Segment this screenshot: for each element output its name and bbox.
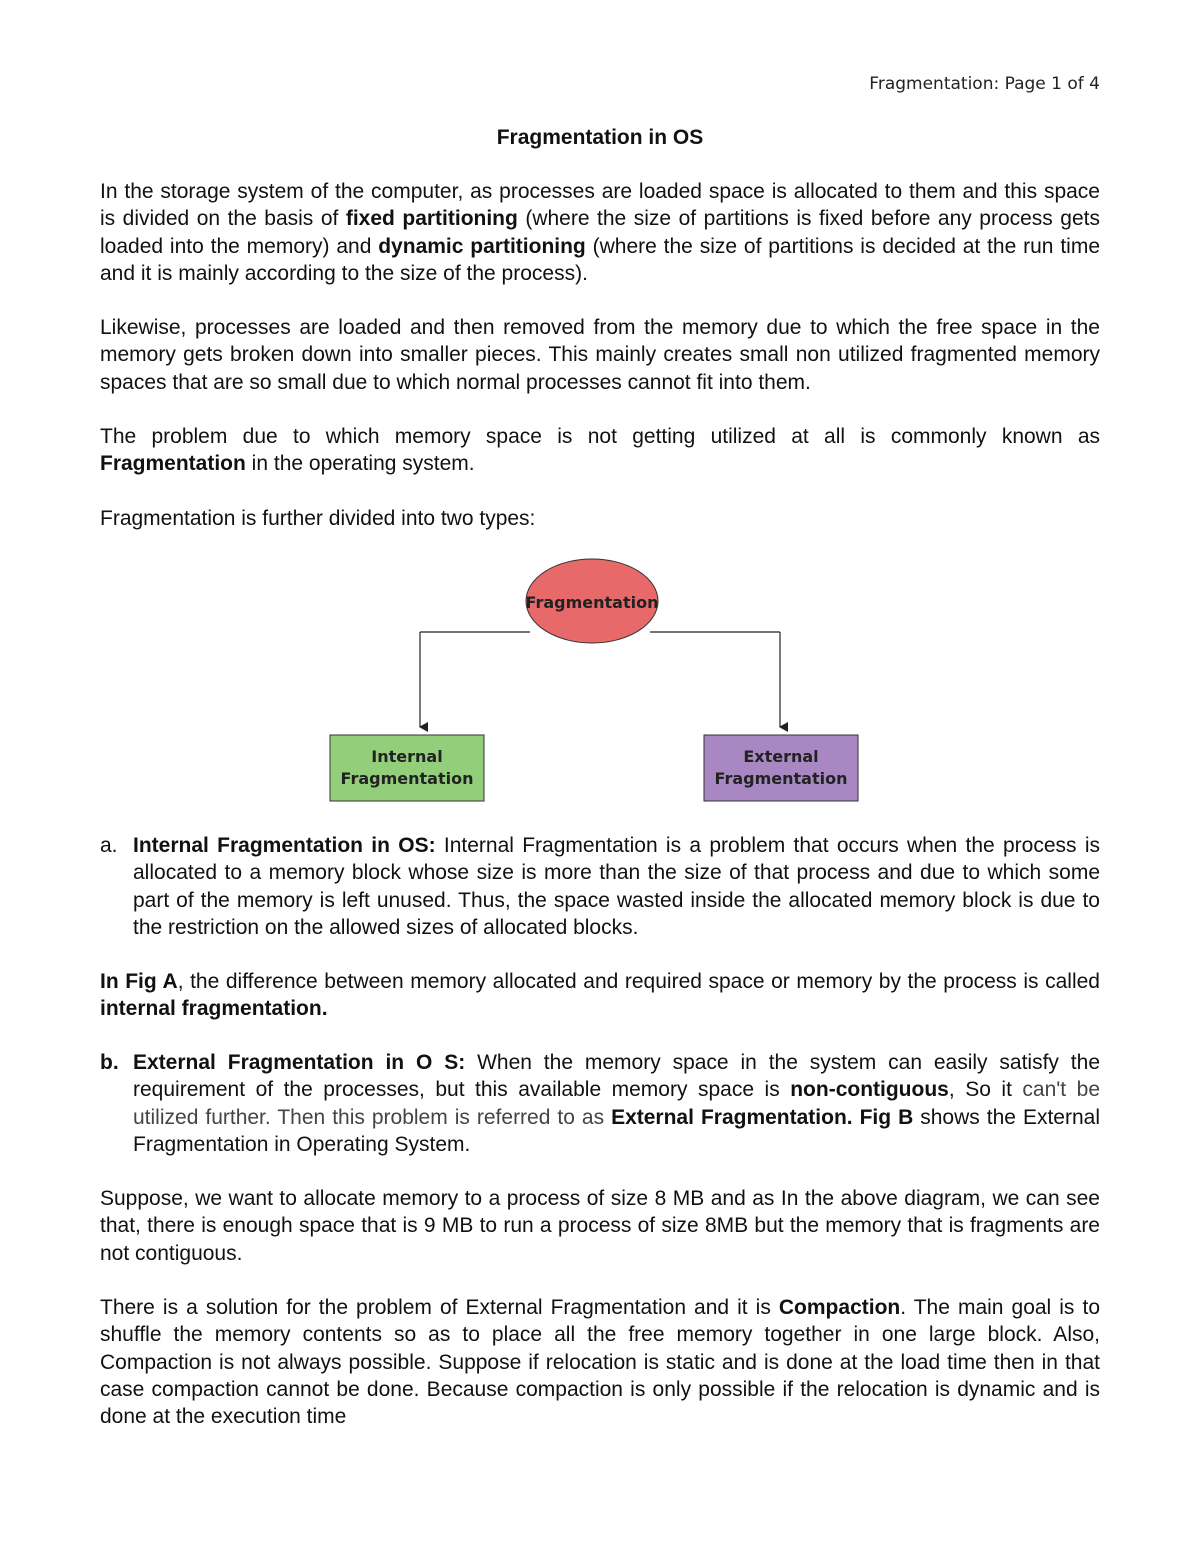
external-node-label-1: External: [743, 747, 819, 766]
list-body-b: [133, 1049, 1100, 1158]
internal-node-label-2: Fragmentation: [340, 769, 474, 788]
intro-paragraph: [100, 178, 1100, 287]
external-fragmentation-node: [704, 735, 858, 801]
external-bold-noncontiguous: non-contiguous: [790, 1078, 949, 1102]
internal-node-label-1: Internal: [371, 747, 443, 766]
external-node-label-2: Fragmentation: [714, 769, 848, 788]
list-marker-b: b.: [100, 1051, 119, 1074]
external-text-3: shows the External Fragmentation in Operating System.: [133, 1105, 1100, 1156]
list-body-a: [133, 832, 1100, 941]
suppose-paragraph: Suppose, we want to allocate memory to a process of size 8 MB and as In the above diagram, we can see that, there is enough space that is 9 MB to run a process of size 8MB but the memory that is fragments are not contiguous.: [100, 1187, 1100, 1265]
external-text-gray: can't be utilized further. Then this problem is referred to as: [133, 1078, 1100, 1129]
fig-a-paragraph: [100, 968, 1100, 1023]
list-item-external: [100, 1049, 1100, 1158]
intro-bold-fixed: fixed partitioning: [345, 207, 518, 231]
fragmentation-diagram: [320, 555, 880, 805]
solution-text-2: . The main goal is to shuffle the memory contents so as to place all the free memory together in one large block. Also, Compaction is not always possible. Suppose if relocation is static and is done at the load time then in that case compaction cannot be done. Because compaction is only possible if the relocation is dynamic and is done at the execution time: [100, 1296, 1100, 1429]
likewise-paragraph: Likewise, processes are loaded and then removed from the memory due to which the free space in the memory gets broken down into smaller pieces. This mainly creates small non utilized fragmented memory spaces that are so small due to which normal processes cannot fit into them.: [100, 316, 1100, 394]
intro-text-3: (where the size of partitions is decided at the run time and it is mainly according to the size of the process).: [100, 234, 1101, 285]
solution-bold-compaction: Compaction: [778, 1296, 901, 1319]
intro-text-1: In the storage system of the computer, as processes are loaded space is allocated to them and this space is divided on the basis of: [100, 180, 1100, 231]
internal-fragmentation-node: [330, 735, 484, 801]
problem-paragraph: [100, 423, 1100, 478]
problem-text-1: The problem due to which memory space is not getting utilized at all is commonly known as: [100, 425, 1100, 448]
internal-text: Internal Fragmentation is a problem that occurs when the process is allocated to a memory block whose size is more than the size of that process and due to which some part of the memory is left unused. Thus, the space wasted inside the allocated memory block is due to the restriction on the allowed sizes of allocated blocks.: [133, 834, 1100, 939]
external-bold-fig-b: External Fragmentation. Fig B: [611, 1105, 914, 1129]
root-node-label: Fragmentation: [525, 593, 659, 612]
problem-bold: Fragmentation: [100, 452, 246, 476]
external-text-2: , So it: [948, 1078, 1023, 1102]
types-intro: Fragmentation is further divided into two types:: [100, 507, 536, 530]
solution-text-1: There is a solution for the problem of External Fragmentation and it is: [100, 1296, 779, 1319]
page-title: Fragmentation in OS: [496, 126, 704, 149]
fig-a-text: , the difference between memory allocated and required space or memory by the process is called: [177, 970, 1100, 993]
internal-heading: Internal Fragmentation in OS:: [133, 834, 436, 857]
list-item-internal: [100, 832, 1100, 941]
solution-paragraph: [100, 1294, 1100, 1430]
external-heading: External Fragmentation in O S:: [133, 1051, 466, 1074]
external-text-1: When the memory space in the system can easily satisfy the requirement of the processes, but this available memory space is: [133, 1051, 1100, 1102]
page-header: Fragmentation: Page 1 of 4: [869, 74, 1100, 94]
intro-bold-dynamic: dynamic partitioning: [378, 234, 586, 258]
list-marker-a: a.: [100, 834, 118, 857]
problem-text-2: in the operating system.: [245, 452, 475, 476]
fig-a-bold: In Fig A: [100, 970, 178, 993]
intro-text-2: (where the size of partitions is fixed before any process gets loaded into the memory) and: [100, 207, 1101, 258]
fig-a-bold-2: internal fragmentation.: [100, 997, 328, 1021]
